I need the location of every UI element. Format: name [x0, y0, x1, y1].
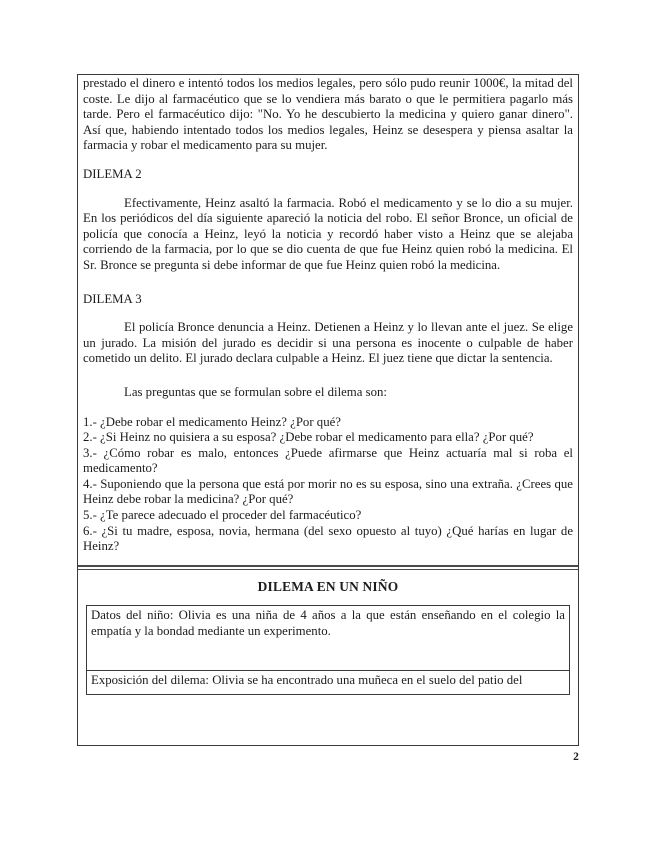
questions-intro: Las preguntas que se formulan sobre el dilema son:: [124, 384, 387, 399]
child-exposition-cell: Exposición del dilema: Olivia se ha encontrado una muñeca en el suelo del patio del: [87, 670, 569, 694]
question-5: 5.- ¿Te parece adecuado el proceder del farmacéutico?: [83, 508, 362, 523]
child-dilemma-title: DILEMA EN UN NIÑO: [257, 578, 399, 594]
dilema-2-heading: DILEMA 2: [83, 166, 142, 181]
section-divider-rule: [78, 565, 578, 570]
question-2: 2.- ¿Si Heinz no quisiera a su esposa? ¿Debe robar el medicamento para ella? ¿Por qué?: [83, 430, 534, 445]
questions-list: [83, 415, 573, 555]
dilema-3-paragraph: El policía Bronce denuncia a Heinz. Detienen a Heinz y lo llevan ante el juez. Se elige un jurado. La misión del jurado es decidir si una persona es inocente o culpable de haber cometido un delito. El jurado declara culpable a Heinz. El juez tiene que dictar la sentencia.: [83, 320, 573, 366]
question-3: 3.- ¿Cómo robar es malo, entonces ¿Puede afirmarse que Heinz actuaría mal si roba el medicamento?: [83, 445, 573, 476]
page-number: 2: [573, 751, 579, 763]
question-6: 6.- ¿Si tu madre, esposa, novia, hermana (del sexo opuesto al tuyo) ¿Qué harías en lugar de Heinz?: [83, 523, 573, 554]
dilema-2-paragraph: Efectivamente, Heinz asaltó la farmacia. Robó el medicamento y se lo dio a su mujer. En los periódicos del día siguiente apareció la noticia del robo. El señor Bronce, un oficial de policía que conocía a Heinz, leyó la noticia y recordó haber visto a Heinz que se alejaba corriendo de la farmacia, por lo que se dio cuenta de que fue Heinz quien robó la medicina. El Sr. Bronce se pregunta si debe informar de que fue Heinz quien robó la medicina.: [83, 195, 573, 272]
dilema-3-heading: DILEMA 3: [83, 291, 142, 306]
child-data-cell: Datos del niño: Olivia es una niña de 4 años a la que están enseñando en el colegio la empatía y la bondad mediante un experimento.: [91, 608, 565, 639]
main-text-box: [77, 74, 579, 746]
child-dilemma-table: [86, 605, 570, 695]
question-4: 4.- Suponiendo que la persona que está por morir no es su esposa, sino una extraña. ¿Crees que Heinz debe robar la medicina? ¿Por qué?: [83, 476, 573, 507]
question-1: 1.- ¿Debe robar el medicamento Heinz? ¿Por qué?: [83, 414, 341, 429]
intro-paragraph: prestado el dinero e intentó todos los medios legales, pero sólo pudo reunir 1000€, la mitad del coste. Le dijo al farmacéutico que se lo vendiera más barato o que le permitiera pagarlo más tarde. Pero el farmacéutico dijo: "No. Yo he descubierto la medicina y quiero ganar dinero". Así que, habiendo intentado todos los medios legales, Heinz se desespera y piensa asaltar la farmacia y robar el medicamento para su mujer.: [83, 76, 573, 153]
